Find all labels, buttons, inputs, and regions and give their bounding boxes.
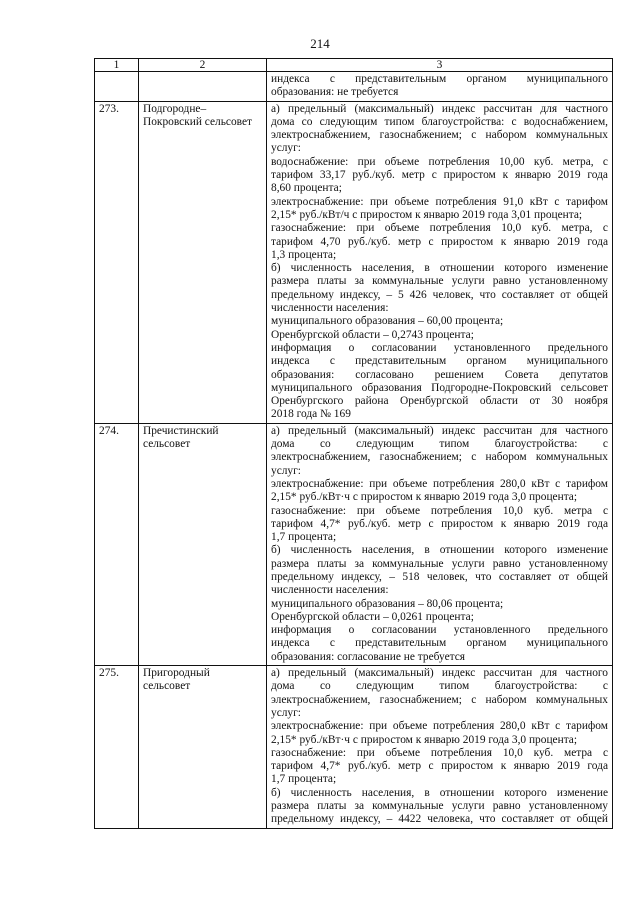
text-line: водоснабжение: при объеме потребления 10,00 куб. метра, с xyxy=(271,155,608,168)
text-line: 2,15* руб./кВт·ч с приростом к январю 2019 года 3,0 процента; xyxy=(271,491,578,504)
header-col-2: 2 xyxy=(139,59,267,72)
header-col-1: 1 xyxy=(95,59,139,72)
text-line: а) предельный (максимальный) индекс рассчитан для частного xyxy=(271,424,608,437)
table-row xyxy=(95,72,613,102)
row-number: 274. xyxy=(95,423,139,665)
municipality-name-line: Покровский сельсовет xyxy=(143,115,253,128)
municipality-name xyxy=(139,666,267,829)
row-number xyxy=(95,72,139,102)
text-line: размера платы за коммунальные услуги равно установленному xyxy=(271,557,608,570)
municipality-name-line: Подгородне– xyxy=(143,102,207,115)
text-line: индекса с представительным органом муниципального xyxy=(271,73,608,85)
municipality-name xyxy=(139,423,267,665)
text-line: предельному индексу, – 518 человек, что составляет от общей xyxy=(271,570,608,583)
text-line: электроснабжением, газоснабжением; с набором коммунальных xyxy=(271,129,608,142)
text-line: информация о согласовании установленного предельного xyxy=(271,341,608,354)
text-line: 1,7 процента; xyxy=(271,773,337,786)
text-line: муниципального образования – 80,06 процента; xyxy=(271,597,504,610)
text-line: 2,15* руб./кВт·ч с приростом к январю 2019 года 3,0 процента; xyxy=(271,733,578,746)
text-line: численности населения: xyxy=(271,302,389,315)
text-line: образования: согласовано решением Совета депутатов xyxy=(271,368,608,381)
text-line: электроснабжение: при объеме потребления 280,0 кВт с тарифом xyxy=(271,720,608,733)
text-line: размера платы за коммунальные услуги равно установленному xyxy=(271,800,608,813)
text-line: б) численность населения, в отношении которого изменение xyxy=(271,262,608,275)
text-line: а) предельный (максимальный) индекс рассчитан для частного xyxy=(271,667,608,680)
text-line: образования: не требуется xyxy=(271,86,399,99)
text-line: Оренбургской области – 0,2743 процента; xyxy=(271,328,474,341)
text-line: услуг: xyxy=(271,142,301,155)
text-line: газоснабжение: при объеме потребления 10,0 куб. метра, с xyxy=(271,222,608,235)
text-line: тарифом 4,7* руб./куб. метр с приростом к январю 2019 года xyxy=(271,517,608,530)
text-line: а) предельный (максимальный) индекс рассчитан для частного xyxy=(271,102,608,115)
text-line: численности населения: xyxy=(271,584,389,597)
text-line: 1,7 процента; xyxy=(271,531,337,544)
municipality-name-line: Пречистинский xyxy=(143,424,219,437)
text-line: дома со следующим типом благоустройства: с xyxy=(271,438,608,451)
municipality-name-line: сельсовет xyxy=(143,680,191,693)
table-row xyxy=(95,101,613,423)
index-description xyxy=(267,666,613,829)
municipality-name-line: сельсовет xyxy=(143,438,191,451)
text-line: индекса с представительным органом муниципального xyxy=(271,355,608,368)
text-line: предельному индексу, – 5 426 человек, что составляет от общей xyxy=(271,288,608,301)
municipality-name-line: Пригородный xyxy=(143,667,210,680)
row-number: 273. xyxy=(95,101,139,423)
text-line: индекса с представительным органом муниципального xyxy=(271,637,608,650)
text-line: б) численность населения, в отношении которого изменение xyxy=(271,786,608,799)
index-description xyxy=(267,72,613,102)
table-row xyxy=(95,666,613,829)
municipality-name xyxy=(139,101,267,423)
text-line: услуг: xyxy=(271,464,301,477)
table-row xyxy=(95,423,613,665)
text-line: муниципального образования Подгородне-Покровский сельсовет xyxy=(271,381,608,394)
text-line: образования: согласование не требуется xyxy=(271,650,466,663)
text-line: тарифом 4,70 руб./куб. метр с приростом к январю 2019 года xyxy=(271,235,608,248)
text-line: электроснабжение: при объеме потребления 91,0 кВт с тарифом xyxy=(271,195,608,208)
text-line: размера платы за коммунальные услуги равно установленному xyxy=(271,275,608,288)
row-number: 275. xyxy=(95,666,139,829)
text-line: газоснабжение: при объеме потребления 10,0 куб. метра с xyxy=(271,746,608,759)
text-line: газоснабжение: при объеме потребления 10,0 куб. метра с xyxy=(271,504,608,517)
text-line: 2018 года № 169 xyxy=(271,408,351,421)
table-header-row xyxy=(95,59,613,72)
text-line: электроснабжением, газоснабжением; с набором коммунальных xyxy=(271,693,608,706)
page-number: 214 xyxy=(310,36,330,51)
text-line: Оренбургской области – 0,0261 процента; xyxy=(271,610,474,623)
index-description xyxy=(267,423,613,665)
text-line: электроснабжением, газоснабжением; с набором коммунальных xyxy=(271,451,608,464)
text-line: 2,15* руб./кВт/ч с приростом к январю 2019 года 3,01 процента; xyxy=(271,208,583,221)
index-description xyxy=(267,101,613,423)
text-line: дома со следующим типом благоустройства: с водоснабжением, xyxy=(271,115,608,128)
text-line: Оренбургского района Оренбургской области от 30 ноября xyxy=(271,395,608,408)
text-line: б) численность населения, в отношении которого изменение xyxy=(271,544,608,557)
municipality-name xyxy=(139,72,267,102)
text-line: 1,3 процента; xyxy=(271,248,337,261)
text-line: тарифом 33,17 руб./куб. метр с приростом к январю 2019 года xyxy=(271,169,608,182)
text-line: муниципального образования – 60,00 процента; xyxy=(271,315,504,328)
text-line: электроснабжение: при объеме потребления 280,0 кВт с тарифом xyxy=(271,477,608,490)
text-line: 8,60 процента; xyxy=(271,182,342,195)
text-line: тарифом 4,7* руб./куб. метр с приростом к январю 2019 года xyxy=(271,760,608,773)
tariff-table xyxy=(94,58,613,829)
text-line: услуг: xyxy=(271,706,301,719)
text-line: информация о согласовании установленного предельного xyxy=(271,624,608,637)
text-line: дома со следующим типом благоустройства: с xyxy=(271,680,608,693)
header-col-3: 3 xyxy=(267,59,613,72)
text-line: предельному индексу, – 4422 человека, что составляет от общей xyxy=(271,813,608,826)
